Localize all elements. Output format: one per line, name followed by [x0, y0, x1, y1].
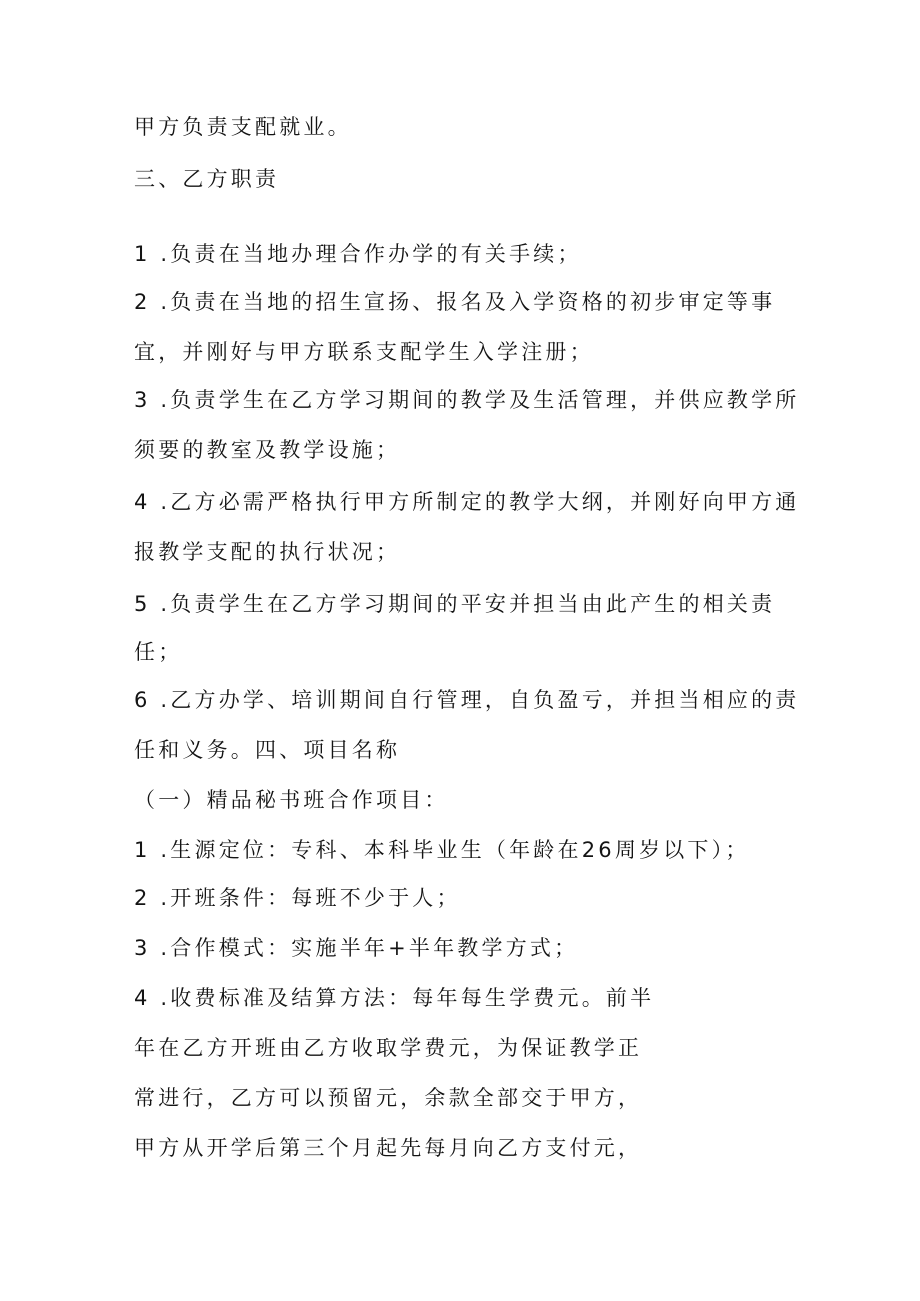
text-line: 任和义务。四、项目名称	[134, 738, 401, 762]
text-line: 报教学支配的执行状况；	[134, 540, 401, 564]
text-line: 宜，并刚好与甲方联系支配学生入学注册；	[134, 340, 594, 364]
text-line: 任；	[134, 640, 183, 664]
subsection-heading: （一）精品秘书班合作项目：	[134, 788, 449, 812]
text-line: 年在乙方开班由乙方收取学费元，为保证教学正	[134, 1036, 643, 1060]
list-item: 3 .负责学生在乙方学习期间的教学及生活管理，并供应教学所	[134, 388, 800, 412]
list-item: 1 .生源定位：专科、本科毕业生（年龄在26周岁以下）；	[134, 838, 750, 862]
list-item: 5 .负责学生在乙方学习期间的平安并担当由此产生的相关责	[134, 592, 776, 616]
list-item: 2 .开班条件：每班不少于人；	[134, 886, 461, 910]
list-item: 1 .负责在当地办理合作办学的有关手续；	[134, 242, 582, 266]
text-line: 甲方负责支配就业。	[134, 115, 352, 139]
text-line: 常进行，乙方可以预留元，余款全部交于甲方，	[134, 1086, 643, 1110]
section-heading: 三、乙方职责	[134, 167, 280, 191]
text-line: 甲方从开学后第三个月起先每月向乙方支付元，	[134, 1136, 643, 1160]
text-line: 须要的教室及教学设施；	[134, 438, 401, 462]
list-item: 4 .乙方必需严格执行甲方所制定的教学大纲，并刚好向甲方通	[134, 490, 800, 514]
list-item: 4 .收费标准及结算方法：每年每生学费元。前半	[134, 986, 655, 1010]
list-item: 3 .合作模式：实施半年+半年教学方式；	[134, 936, 579, 960]
list-item: 2 .负责在当地的招生宣扬、报名及入学资格的初步审定等事	[134, 290, 776, 314]
list-item: 6 .乙方办学、培训期间自行管理，自负盈亏，并担当相应的责	[134, 688, 800, 712]
